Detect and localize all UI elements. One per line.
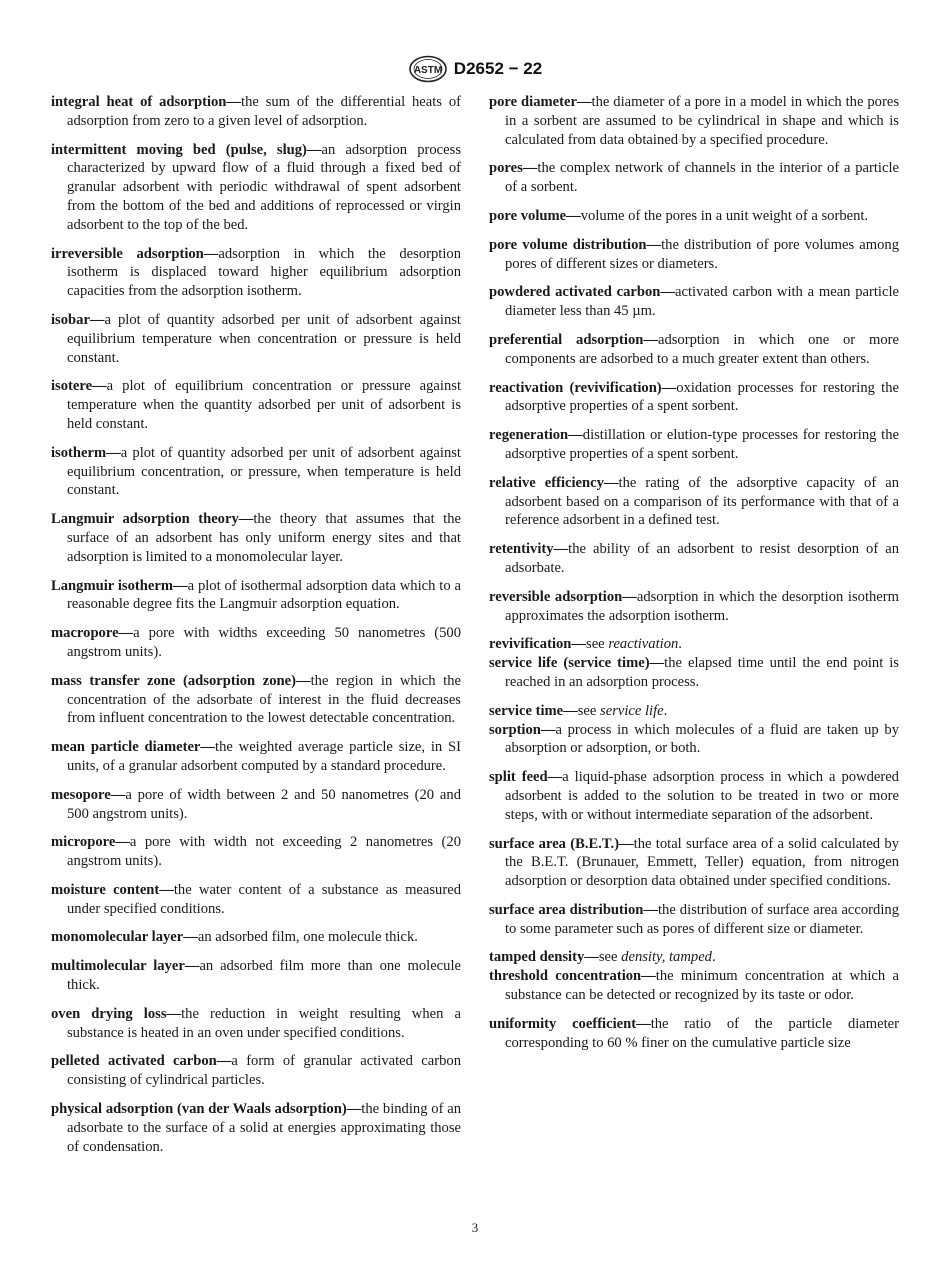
definition-term: isotherm— bbox=[51, 444, 121, 461]
definition-text: a form of granular activated carbon consisting of cylindrical particles. bbox=[67, 1053, 461, 1089]
definition-entry bbox=[489, 654, 899, 692]
definition-tail: . bbox=[678, 636, 682, 653]
definition-text: the complex network of channels in the interior of a particle of a sorbent. bbox=[505, 160, 899, 196]
definition-term: integral heat of adsorption— bbox=[51, 94, 242, 110]
definition-text: oxidation processes for restoring the adsorptive properties of a spent sorbent. bbox=[505, 379, 899, 415]
definition-entry bbox=[489, 948, 899, 967]
definition-entry bbox=[51, 245, 461, 301]
definition-entry bbox=[51, 311, 461, 367]
definition-text: activated carbon with a mean particle diameter less than 45 µm. bbox=[505, 284, 899, 320]
definition-text: the distribution of pore volumes among pores of different sizes or diameters. bbox=[505, 236, 899, 272]
definition-text: the sum of the differential heats of adsorption from zero to a given level of adsorption. bbox=[67, 94, 461, 129]
definition-text: the ratio of the particle diameter corresponding to 60 % finer on the cumulative particle size bbox=[505, 1015, 899, 1051]
definition-text: the theory that assumes that the surface of an adsorbent has only uniform energy sites and that adsorption is limited to a monomolecular layer. bbox=[67, 511, 461, 565]
definition-entry bbox=[489, 93, 899, 149]
definition-text: a plot of equilibrium concentration or pressure against temperature when the quantity adsorbed per unit of adsorbent is held constant. bbox=[67, 378, 461, 432]
definition-term: tamped density— bbox=[489, 949, 599, 966]
definition-term: sorption— bbox=[489, 721, 556, 738]
definition-text: see bbox=[577, 702, 601, 719]
page-header bbox=[0, 56, 950, 82]
definition-entry bbox=[489, 768, 899, 824]
definition-text: the distribution of surface area according to some parameter such as pores of different size or diameter. bbox=[505, 901, 899, 937]
definition-term: threshold concentration— bbox=[489, 968, 656, 985]
definition-text: the weighted average particle size, in SI units, of a granular adsorbent computed by a standard procedure. bbox=[67, 739, 462, 774]
definition-text: the reduction in weight resulting when a substance is heated in an oven under specified conditions. bbox=[67, 1005, 461, 1041]
definition-text: a pore with widths exceeding 50 nanometres (500 angstrom units). bbox=[67, 625, 461, 660]
definition-tail: . bbox=[711, 949, 716, 966]
definition-text: the water content of a substance as measured under specified conditions. bbox=[67, 881, 461, 917]
definition-term: preferential adsorption— bbox=[489, 331, 658, 348]
definition-text: a liquid-phase adsorption process in which a powdered adsorbent is added to the solution to be treated in two or more steps, with or without intermediate separation of the adsorbent. bbox=[505, 769, 899, 823]
definition-text: the ability of an adsorbent to resist desorption of an adsorbate. bbox=[505, 541, 899, 576]
definition-text: a plot of quantity adsorbed per unit of adsorbent against equilibrium temperature when concentration or pressure is held constant. bbox=[67, 311, 461, 366]
definition-term: service life (service time)— bbox=[489, 655, 665, 672]
definition-term: surface area (B.E.T.)— bbox=[489, 835, 634, 852]
cross-reference: density, tamped bbox=[621, 949, 712, 966]
definition-entry bbox=[51, 672, 461, 728]
definition-entry bbox=[489, 236, 899, 274]
definition-entry bbox=[51, 833, 461, 871]
definition-entry bbox=[489, 721, 899, 759]
definition-term: isobar— bbox=[51, 311, 105, 328]
definition-term: isotere— bbox=[51, 378, 107, 395]
definition-text: an adsorbed film, one molecule thick. bbox=[197, 929, 418, 946]
definition-entry bbox=[51, 510, 461, 566]
definition-entry bbox=[51, 786, 461, 824]
definition-text: volume of the pores in a unit weight of a sorbent. bbox=[580, 207, 869, 224]
definition-text: a pore of width between 2 and 50 nanometres (20 and 500 angstrom units). bbox=[67, 786, 461, 822]
definition-text: a process in which molecules of a fluid are taken up by absorption or adsorption, or both. bbox=[505, 721, 899, 757]
definition-term: regeneration— bbox=[489, 427, 583, 444]
definition-term: physical adsorption (van der Waals adsorption)— bbox=[51, 1101, 362, 1118]
definition-text: a plot of isothermal adsorption data which to a reasonable degree fits the Langmuir adsorption equation. bbox=[67, 577, 461, 613]
definition-text: the diameter of a pore in a model in which the pores in a sorbent are assumed to be cylindrical in shape and which is calculated from data obtained by a specified procedure. bbox=[505, 94, 899, 148]
definition-text: the elapsed time until the end point is reached in an adsorption process. bbox=[505, 655, 899, 690]
definition-term: multimolecular layer— bbox=[51, 958, 200, 975]
definition-entry bbox=[51, 141, 461, 235]
definition-term: oven drying loss— bbox=[51, 1005, 182, 1022]
definition-term: pores— bbox=[489, 160, 538, 177]
definition-term: micropore— bbox=[51, 834, 130, 851]
definition-term: Langmuir adsorption theory— bbox=[51, 511, 254, 528]
definition-text: an adsorbed film more than one molecule thick. bbox=[67, 958, 461, 994]
definition-text: the minimum concentration at which a substance can be detected or recognized by its taste or odor. bbox=[505, 968, 899, 1004]
definition-entry bbox=[489, 207, 899, 226]
definition-term: revivification— bbox=[489, 636, 587, 653]
definition-entry bbox=[489, 474, 899, 530]
definition-term: pore diameter— bbox=[489, 94, 592, 110]
definition-text: the binding of an adsorbate to the surface of a solid at energies approximating those of condensation. bbox=[67, 1101, 461, 1155]
definition-term: macropore— bbox=[51, 625, 134, 642]
definition-text: the total surface area of a solid calculated by the B.E.T. (Brunauer, Emmett, Teller) equation, from nitrogen adsorption or desorption data obtained under specified conditions. bbox=[505, 835, 899, 890]
definition-term: surface area distribution— bbox=[489, 901, 658, 918]
definition-text: see bbox=[586, 636, 609, 653]
definition-entry bbox=[51, 957, 461, 995]
definition-term: service time— bbox=[489, 702, 578, 719]
definition-entry bbox=[489, 635, 899, 654]
definition-entry bbox=[51, 738, 461, 776]
definition-entry bbox=[489, 379, 899, 417]
definition-entry bbox=[489, 331, 899, 369]
left-column bbox=[51, 93, 461, 1166]
definition-entry bbox=[489, 702, 899, 721]
definition-term: intermittent moving bed (pulse, slug)— bbox=[51, 141, 322, 158]
definition-term: reactivation (revivification)— bbox=[489, 379, 677, 396]
definition-entry bbox=[489, 426, 899, 464]
definition-entry bbox=[489, 1015, 899, 1053]
definition-entry bbox=[51, 444, 461, 500]
definition-entry bbox=[489, 967, 899, 1005]
definition-term: irreversible adsorption— bbox=[51, 245, 219, 262]
definition-text: see bbox=[598, 949, 622, 966]
definition-entry bbox=[51, 377, 461, 433]
definition-text: a plot of quantity adsorbed per unit of adsorbent against equilibrium concentration, or pressure, when temperature is held constant. bbox=[67, 444, 461, 499]
definition-text: a pore with width not exceeding 2 nanometres (20 angstrom units). bbox=[67, 834, 461, 870]
definition-term: mean particle diameter— bbox=[51, 739, 216, 756]
definition-term: relative efficiency— bbox=[489, 474, 619, 491]
definition-term: monomolecular layer— bbox=[51, 929, 198, 946]
definition-entry bbox=[489, 540, 899, 578]
definition-entry bbox=[489, 901, 899, 939]
logo-text: ASTM bbox=[413, 65, 442, 76]
definition-term: pelleted activated carbon— bbox=[51, 1053, 232, 1070]
definition-entry bbox=[51, 1005, 461, 1043]
definition-entry bbox=[51, 928, 461, 947]
definition-term: pore volume— bbox=[489, 207, 581, 224]
definition-text: distillation or elution-type processes for restoring the adsorptive properties of a spent sorbent. bbox=[505, 427, 899, 462]
definition-entry bbox=[51, 624, 461, 662]
definition-entry bbox=[51, 93, 461, 131]
definition-term: mesopore— bbox=[51, 786, 126, 803]
definition-entry bbox=[51, 577, 461, 615]
definition-term: reversible adsorption— bbox=[489, 588, 637, 605]
definition-term: Langmuir isotherm— bbox=[51, 577, 188, 594]
definition-text: adsorption in which one or more components are adsorbed to a much greater extent than others. bbox=[505, 331, 899, 367]
definition-tail: . bbox=[663, 702, 668, 719]
definition-term: pore volume distribution— bbox=[489, 236, 662, 253]
definition-text: an adsorption process characterized by upward flow of a fluid through a fixed bed of granular adsorbent with periodic withdrawal of spent adsorbent from the bottom of the bed and additions of reprocessed or virgin adsorbent to the top of the bed. bbox=[67, 141, 461, 233]
definition-entry bbox=[489, 159, 899, 197]
astm-logo-icon bbox=[408, 55, 448, 83]
definition-term: moisture content— bbox=[51, 881, 174, 898]
definition-text: adsorption in which the desorption isotherm approximates the adsorption isotherm. bbox=[505, 588, 899, 624]
definition-term: uniformity coefficient— bbox=[489, 1015, 651, 1032]
definition-text: adsorption in which the desorption isotherm is displaced toward higher equilibrium adsorption capacities from the adsorption isotherm. bbox=[67, 245, 461, 300]
document-id: D2652 − 22 bbox=[453, 59, 543, 78]
definition-entry bbox=[489, 588, 899, 626]
definition-entry bbox=[51, 881, 461, 919]
cross-reference: reactivation bbox=[608, 636, 679, 653]
definition-term: retentivity— bbox=[489, 541, 569, 558]
definition-entry bbox=[51, 1100, 461, 1156]
definition-text: the rating of the adsorptive capacity of an adsorbent based on a comparison of its performance with that of a reference adsorbent in a defined test. bbox=[505, 474, 899, 529]
definition-entry bbox=[489, 283, 899, 321]
right-column bbox=[489, 93, 899, 1062]
definition-term: mass transfer zone (adsorption zone)— bbox=[51, 672, 311, 689]
page-number: 3 bbox=[471, 1220, 479, 1235]
definition-entry bbox=[489, 835, 899, 891]
cross-reference: service life bbox=[600, 702, 664, 719]
definition-term: powdered activated carbon— bbox=[489, 284, 675, 301]
definition-text: the region in which the concentration of the adsorbate of interest in the fluid decreases from influent concentration to the lowest detectable concentration. bbox=[67, 672, 461, 727]
definition-term: split feed— bbox=[489, 769, 563, 786]
definition-entry bbox=[51, 1052, 461, 1090]
